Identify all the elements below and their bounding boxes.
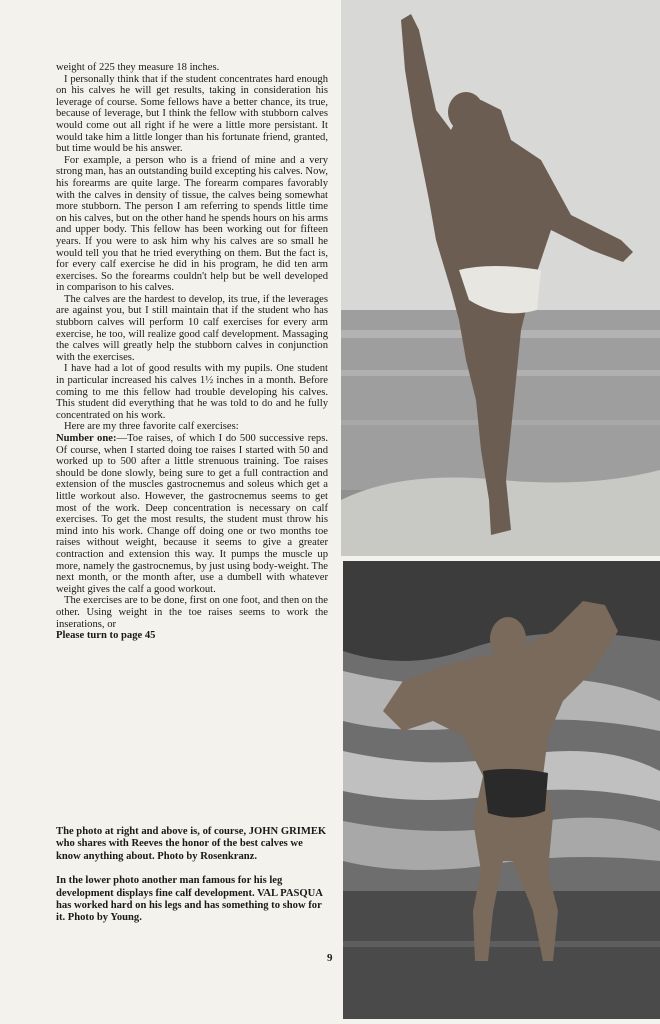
continued-notice: Please turn to page 45: [56, 630, 156, 642]
caption-top: The photo at right and above is, of course, JOHN GRIMEK who shares with Reeves the honor of the best calves we know anything about. Photo by Rosenkranz.: [56, 826, 327, 862]
article-paragraph: The calves are the hardest to develop, its true, if the leverages are against you, but I still maintain that if the student who has stubborn calves will perform 10 calf exercises for every arm exercise, he too, will realize good calf development. Massaging the calves will greatly help the stubborn calves in conjunction with the exercises.: [56, 293, 328, 363]
page-number: 9: [327, 952, 333, 964]
exercise-one-paragraph: [56, 433, 328, 595]
photo-bottom: [343, 561, 660, 1019]
article-paragraph: weight of 225 they measure 18 inches.: [56, 62, 220, 73]
article-paragraph: I personally think that if the student concentrates hard enough on his calves he will get results, taking in consideration his leverage of course. Some fellows have a better chance, its true, because of leverage, but I think the fellow with stubborn calves would come out all right if he were a little more persistant. It would take him a little longer than his fortunate friend, granted, but time would be his answer.: [56, 73, 328, 155]
bodybuilder-river-photo: [343, 561, 660, 1019]
caption-bottom: In the lower photo another man famous for his leg development displays fine calf development. VAL PASQUA has worked hard on his legs and has something to show for it. Photo by Young.: [56, 875, 323, 924]
article-paragraph: I have had a lot of good results with my pupils. One student in particular increased his calves 1½ inches in a month. Before coming to me this fellow had trouble developing his calves. This student did everything that he was told to do and he fully concentrated on his work.: [56, 363, 328, 421]
photo-captions: [56, 826, 328, 937]
article-paragraph: For example, a person who is a friend of mine and a very strong man, has an outstanding build excepting his calves. Now, his forearms are quite large. The forearm compares favorably with the calves in density of tissue, the calves being somewhat more stubborn. The person I am referring to spends little time on his calves, but on the other hand he spends hours on his arms and upper body. This fellow has been working out for fifteen years. If you were to ask him why his calves are so small he would tell you that he tried everything on them. But the fact is, for every calf exercise he did in his program, he did ten arm exercises. So the forearms couldn't help but be well developed in comparison to his calves.: [56, 154, 328, 294]
article-paragraph: The exercises are to be done, first on one foot, and then on the other. Using weight in the toe raises seems to work the inserations, or: [56, 595, 328, 630]
exercise-one-text: —Toe raises, of which I do 500 successive reps. Of course, when I started doing toe raises I started with 50 and worked up to 500 after a little strenuous training. Toe raises should be done slowly, being sure to get a full contraction and extension of the muscles gastrocnemus and soleus which get a little workout also. However, the gastrocnemus seems to get most of the work. Deep concentration is necessary on calf exercises. To get the most results, the student must throw his mind into his work. Change off doing one or two months toe raises without weight, because it seems to give a greater contraction and extension this way. It pumps the muscle up more, namely the gastrocnemus, by just using body-weight. The next month, or the month after, use a dumbell with whatever weight gives the calf a good workout.: [56, 433, 328, 595]
bodybuilder-seaside-photo: [341, 0, 660, 556]
exercise-one-label: Number one:: [56, 433, 117, 444]
article-paragraph: Here are my three favorite calf exercises:: [64, 421, 239, 433]
photo-top: [341, 0, 660, 556]
article-column: [56, 62, 328, 642]
